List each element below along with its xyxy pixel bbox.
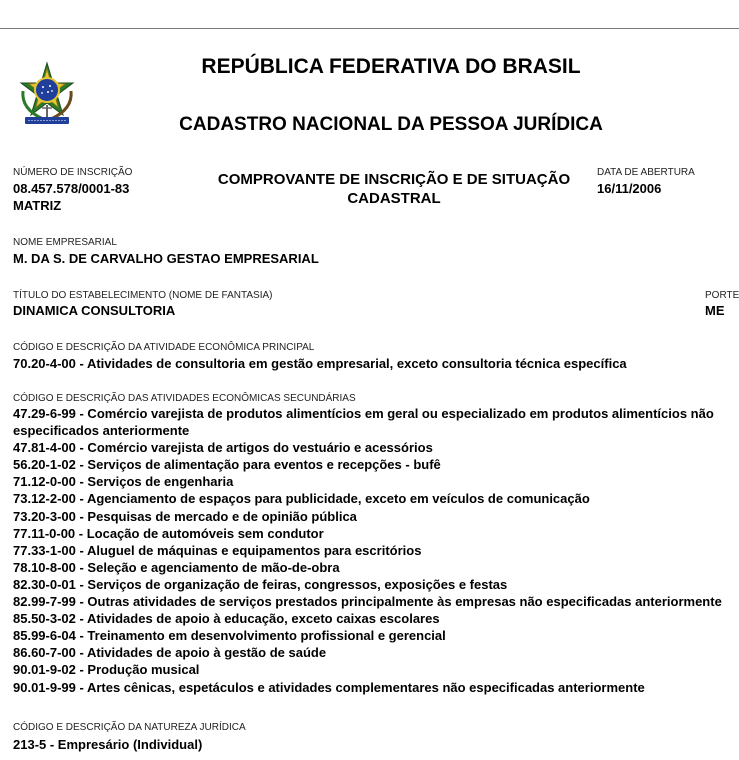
list-item: 82.99-7-99 - Outras atividades de serviços prestados principalmente às empresas não especificadas anteriormente	[13, 594, 722, 610]
titulo-estabelecimento-label: TÍTULO DO ESTABELECIMENTO (NOME DE FANTASIA)	[13, 290, 273, 301]
list-item: 90.01-9-99 - Artes cênicas, espetáculos e atividades complementares não especificadas anteriormente	[13, 679, 645, 695]
top-divider	[0, 28, 739, 29]
natureza-juridica-value: 213-5 - Empresário (Individual)	[13, 737, 203, 752]
list-item: 56.20-1-02 - Serviços de alimentação para eventos e recepções - bufê	[13, 457, 441, 473]
nome-empresarial-value: M. DA S. DE CARVALHO GESTAO EMPRESARIAL	[13, 251, 319, 266]
atividade-principal-label: CÓDIGO E DESCRIÇÃO DA ATIVIDADE ECONÔMICA PRINCIPAL	[13, 342, 315, 353]
list-item: 77.11-0-00 - Locação de automóveis sem condutor	[13, 525, 324, 541]
comprovante-line-2: CADASTRAL	[347, 190, 441, 207]
inscricao-number: 08.457.578/0001-83	[13, 181, 130, 196]
list-item: 90.01-9-02 - Produção musical	[13, 662, 200, 678]
comprovante-title	[200, 170, 588, 208]
atividade-principal-value: 70.20-4-00 - Atividades de consultoria em gestão empresarial, exceto consultoria técnica específica	[13, 356, 627, 371]
atividades-secundarias-list	[13, 405, 722, 696]
atividades-secundarias-label: CÓDIGO E DESCRIÇÃO DAS ATIVIDADES ECONÔMICAS SECUNDÁRIAS	[13, 393, 356, 404]
natureza-juridica-label: CÓDIGO E DESCRIÇÃO DA NATUREZA JURÍDICA	[13, 722, 246, 733]
registry-title: CADASTRO NACIONAL DA PESSOA JURÍDICA	[179, 114, 603, 135]
list-item: 85.50-3-02 - Atividades de apoio à educação, exceto caixas escolares	[13, 611, 440, 627]
titulo-estabelecimento-value: DINAMICA CONSULTORIA	[13, 303, 176, 318]
porte-value: ME	[705, 303, 725, 318]
list-item: especificados anteriormente	[13, 423, 190, 439]
list-item: 77.33-1-00 - Aluguel de máquinas e equipamentos para escritórios	[13, 542, 422, 558]
nome-empresarial-label: NOME EMPRESARIAL	[13, 237, 117, 248]
list-item: 73.12-2-00 - Agenciamento de espaços para publicidade, exceto em veículos de comunicação	[13, 491, 590, 507]
list-item: 86.60-7-00 - Atividades de apoio à gestão de saúde	[13, 645, 327, 661]
list-item: 47.29-6-99 - Comércio varejista de produtos alimentícios em geral ou especializado em produtos alimentícios não	[13, 406, 714, 421]
list-item: 73.20-3-00 - Pesquisas de mercado e de opinião pública	[13, 508, 357, 524]
abertura-label: DATA DE ABERTURA	[597, 167, 695, 178]
republic-title: REPÚBLICA FEDERATIVA DO BRASIL	[201, 55, 581, 78]
inscricao-label: NÚMERO DE INSCRIÇÃO	[13, 167, 133, 178]
comprovante-line-1: COMPROVANTE DE INSCRIÇÃO E DE SITUAÇÃO	[217, 171, 571, 188]
list-item: 71.12-0-00 - Serviços de engenharia	[13, 474, 234, 490]
list-item: 78.10-8-00 - Seleção e agenciamento de mão-de-obra	[13, 559, 340, 575]
abertura-date: 16/11/2006	[597, 181, 662, 196]
porte-label: PORTE	[705, 290, 739, 301]
list-item: 85.99-6-04 - Treinamento em desenvolvimento profissional e gerencial	[13, 628, 446, 644]
inscricao-type: MATRIZ	[13, 198, 62, 213]
list-item: 47.81-4-00 - Comércio varejista de artigos do vestuário e acessórios	[13, 440, 433, 456]
list-item: 82.30-0-01 - Serviços de organização de feiras, congressos, exposições e festas	[13, 576, 508, 592]
